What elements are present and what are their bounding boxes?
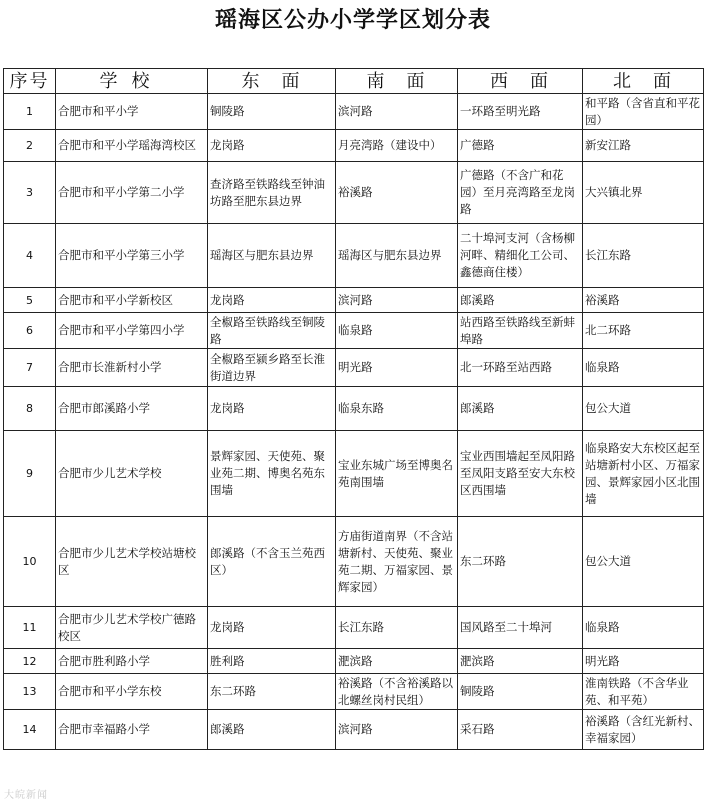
- cell-east: 铜陵路: [208, 94, 336, 130]
- cell-east: 龙岗路: [208, 387, 336, 431]
- cell-school: 合肥市少儿艺术学校: [56, 431, 208, 517]
- table-row: [4, 130, 704, 162]
- cell-south: 滨河路: [336, 710, 458, 750]
- table-row: [4, 674, 704, 710]
- header-north: 北 面: [583, 69, 704, 94]
- cell-east: 查济路至铁路线至钟油坊路至肥东县边界: [208, 162, 336, 224]
- cell-no: 5: [4, 288, 56, 313]
- cell-south: 宝业东城广场至博奥名苑南围墙: [336, 431, 458, 517]
- cell-east: 瑶海区与肥东县边界: [208, 224, 336, 288]
- cell-north: 明光路: [583, 649, 704, 674]
- cell-south: 方庙街道南界（不含站塘新村、天使苑、聚业苑二期、万福家园、景辉家园）: [336, 517, 458, 607]
- cell-no: 12: [4, 649, 56, 674]
- cell-no: 7: [4, 349, 56, 387]
- header-no: 序号: [4, 69, 56, 94]
- cell-north: 临泉路: [583, 607, 704, 649]
- header-row: [4, 69, 704, 94]
- cell-west: 广德路: [458, 130, 583, 162]
- district-table: [3, 68, 704, 750]
- cell-school: 合肥市郎溪路小学: [56, 387, 208, 431]
- cell-east: 龙岗路: [208, 288, 336, 313]
- table-row: [4, 94, 704, 130]
- cell-south: 临泉路: [336, 313, 458, 349]
- cell-no: 3: [4, 162, 56, 224]
- cell-north: 大兴镇北界: [583, 162, 704, 224]
- header-east: 东 面: [208, 69, 336, 94]
- page-title: 瑶海区公办小学学区划分表: [214, 7, 491, 33]
- table-row: [4, 387, 704, 431]
- cell-school: 合肥市和平小学第二小学: [56, 162, 208, 224]
- cell-no: 10: [4, 517, 56, 607]
- cell-no: 13: [4, 674, 56, 710]
- cell-north: 临泉路安大东校区起至站塘新村小区、万福家园、景辉家园小区北围墙: [583, 431, 704, 517]
- table-row: [4, 517, 704, 607]
- table-row: [4, 710, 704, 750]
- cell-east: 郎溪路: [208, 710, 336, 750]
- cell-no: 8: [4, 387, 56, 431]
- cell-school: 合肥市少儿艺术学校广德路校区: [56, 607, 208, 649]
- cell-west: 郎溪路: [458, 288, 583, 313]
- cell-south: 滨河路: [336, 288, 458, 313]
- cell-south: 明光路: [336, 349, 458, 387]
- cell-west: 广德路（不含广和花园）至月亮湾路至龙岗路: [458, 162, 583, 224]
- cell-west: 东二环路: [458, 517, 583, 607]
- cell-school: 合肥市幸福路小学: [56, 710, 208, 750]
- cell-west: 铜陵路: [458, 674, 583, 710]
- cell-school: 合肥市和平小学新校区: [56, 288, 208, 313]
- table-row: [4, 607, 704, 649]
- table-row: [4, 162, 704, 224]
- cell-no: 9: [4, 431, 56, 517]
- cell-west: 淝滨路: [458, 649, 583, 674]
- cell-east: 景辉家园、天使苑、聚业苑二期、博奥名苑东围墙: [208, 431, 336, 517]
- cell-east: 全椒路至颍乡路至长淮街道边界: [208, 349, 336, 387]
- cell-no: 6: [4, 313, 56, 349]
- cell-no: 14: [4, 710, 56, 750]
- table-row: [4, 313, 704, 349]
- cell-school: 合肥市和平小学瑶海湾校区: [56, 130, 208, 162]
- cell-south: 瑶海区与肥东县边界: [336, 224, 458, 288]
- cell-west: 一环路至明光路: [458, 94, 583, 130]
- cell-north: 裕溪路（含红光新村、幸福家园）: [583, 710, 704, 750]
- cell-south: 长江东路: [336, 607, 458, 649]
- cell-west: 宝业西围墙起至凤阳路至凤阳支路至安大东校区西围墙: [458, 431, 583, 517]
- header-school: 学校: [56, 69, 208, 94]
- cell-north: 和平路（含省直和平花园）: [583, 94, 704, 130]
- cell-south: 裕溪路: [336, 162, 458, 224]
- cell-north: 包公大道: [583, 517, 704, 607]
- cell-school: 合肥市长淮新村小学: [56, 349, 208, 387]
- watermark: 大皖新闻: [4, 790, 48, 801]
- cell-east: 全椒路至铁路线至铜陵路: [208, 313, 336, 349]
- cell-south: 临泉东路: [336, 387, 458, 431]
- table-row: [4, 649, 704, 674]
- cell-school: 合肥市和平小学: [56, 94, 208, 130]
- cell-east: 郎溪路（不含玉兰苑西区）: [208, 517, 336, 607]
- cell-school: 合肥市胜利路小学: [56, 649, 208, 674]
- cell-no: 4: [4, 224, 56, 288]
- cell-west: 国风路至二十埠河: [458, 607, 583, 649]
- cell-no: 2: [4, 130, 56, 162]
- header-west: 西 面: [458, 69, 583, 94]
- cell-west: 二十埠河支河（含杨柳河畔、精细化工公司、鑫德商住楼）: [458, 224, 583, 288]
- cell-north: 淮南铁路（不含华业苑、和平苑）: [583, 674, 704, 710]
- table-row: [4, 224, 704, 288]
- cell-north: 裕溪路: [583, 288, 704, 313]
- cell-south: 淝滨路: [336, 649, 458, 674]
- cell-school: 合肥市和平小学第四小学: [56, 313, 208, 349]
- table-row: [4, 288, 704, 313]
- cell-north: 包公大道: [583, 387, 704, 431]
- cell-school: 合肥市和平小学东校: [56, 674, 208, 710]
- cell-school: 合肥市少儿艺术学校站塘校区: [56, 517, 208, 607]
- cell-school: 合肥市和平小学第三小学: [56, 224, 208, 288]
- cell-west: 郎溪路: [458, 387, 583, 431]
- cell-east: 龙岗路: [208, 607, 336, 649]
- cell-east: 龙岗路: [208, 130, 336, 162]
- cell-north: 新安江路: [583, 130, 704, 162]
- cell-west: 采石路: [458, 710, 583, 750]
- cell-north: 北二环路: [583, 313, 704, 349]
- cell-south: 月亮湾路（建设中）: [336, 130, 458, 162]
- cell-east: 胜利路: [208, 649, 336, 674]
- cell-east: 东二环路: [208, 674, 336, 710]
- cell-west: 站西路至铁路线至新蚌埠路: [458, 313, 583, 349]
- cell-west: 北一环路至站西路: [458, 349, 583, 387]
- table-row: [4, 349, 704, 387]
- cell-north: 临泉路: [583, 349, 704, 387]
- cell-south: 裕溪路（不含裕溪路以北螺丝岗村民组）: [336, 674, 458, 710]
- cell-south: 滨河路: [336, 94, 458, 130]
- cell-north: 长江东路: [583, 224, 704, 288]
- table-row: [4, 431, 704, 517]
- cell-no: 1: [4, 94, 56, 130]
- cell-no: 11: [4, 607, 56, 649]
- header-south: 南 面: [336, 69, 458, 94]
